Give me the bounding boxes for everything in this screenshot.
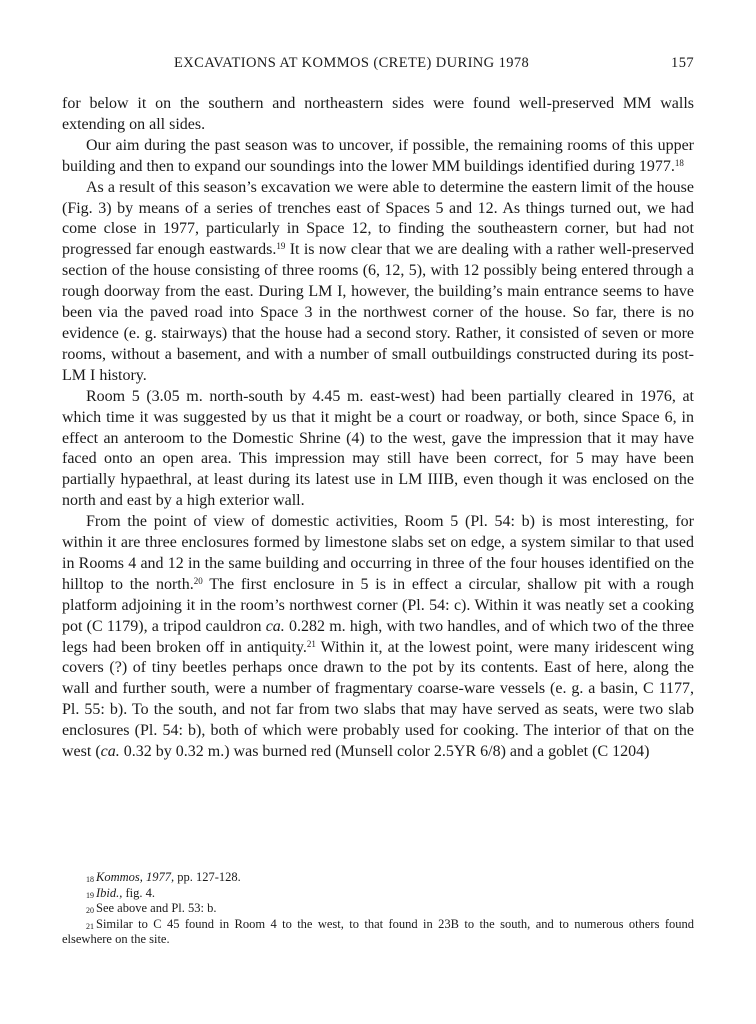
running-title: EXCAVATIONS AT KOMMOS (CRETE) DURING 1978	[174, 55, 530, 71]
footnote-19: $^{19}$ Ibid., fig. 4.	[86, 885, 156, 900]
footnote-18: $^{18}$ Kommos, 1977, pp. 127-128.	[86, 870, 241, 884]
footnote-ref-19[interactable]: 19	[276, 241, 286, 252]
paragraph-2: Our aim during the past season was to uncover, if possible, the remaining rooms of this upper building and then to expand our soundings into the lower MM buildings identified during 1977.18	[62, 136, 694, 175]
footnote-ref-21[interactable]: 21	[306, 638, 316, 649]
footnote-ref-20[interactable]: 20	[193, 575, 203, 586]
paragraph-5: From the point of view of domestic activities, Room 5 (Pl. 54: b) is most interesting, for within it are three enclosures formed by limestone slabs set on edge, a system similar to that used in Rooms 4 and 12 in the same building and occurring in three of the four houses identified on the hilltop to the north.$^{20}$ The first enclosure in 5 is in effect a circular, shallow pit with a rough platform adjoining it in the room’s northwest corner (Pl. 54: c). Within it was neatly set a cooking pot (C 1179), a tripod cauldron ca. 0.282 m. high, with two handles, and of which two of the three legs had been broken off in antiquity.$^{21}$ Within it, at the lowest point, were many iridescent wing covers (?) of tiny beetles perhaps once drawn to the pot by its contents. East of here, along the wall and further south, were a number of fragmentary coarse-ware vessels (e. g. a basin, C 1177, Pl. 55: b). To the south, and not far from two slabs that may have served as seats, were two slab enclosures (Pl. 54: b), both of which were probably used for cooking. The interior of that on the west (ca. 0.32 by 0.32 m.) was burned red (Munsell color 2.5YR 6/8) and a goblet (C 1204)	[62, 513, 695, 761]
footnote-20: $^{20}$ See above and Pl. 53: b.	[86, 901, 217, 915]
paragraph-3: As a result of this season’s excavation we were able to determine the eastern limit of the house (Fig. 3) by means of a series of trenches east of Spaces 5 and 12. As things turned out, we had come close in 1977, particularly in Space 12, to finding the southeastern corner, but had not progressed far enough eastwards.$^{19}$ It is now clear that we are dealing with a rather well-preserved section of the house consisting of three rooms (6, 12, 5), with 12 possibly being entered through a rough doorway from the east. During LM I, however, the building’s main entrance seems to have been via the paved road into Space 3 in the northwest corner of the house. So far, there is no evidence (e. g. stairways) that the house had a second story. Rather, it consisted of seven or more rooms, without a basement, and with a number of small outbuildings constructed during its post-LM I history.	[62, 178, 694, 384]
footnote-ref-18[interactable]: 18	[674, 157, 684, 168]
page-number: 157	[671, 55, 694, 71]
paragraph-4: Room 5 (3.05 m. north-south by 4.45 m. east-west) had been partially cleared in 1976, at which time it was suggested by us that it might be a court or roadway, or both, since Space 6, in effect an anteroom to the Domestic Shrine (4) to the west, gave the impression that it may have faced onto an open area. This impression may still have been correct, for 5 may have been partially hypaethral, at least during its latest use in LM IIIB, even though it was enclosed on the north and east by a high exterior wall.	[62, 387, 694, 510]
footnote-21: $^{21}$ Similar to C 45 found in Room 4 to the west, to that found in 23B to the south, and to numerous others found elsewhere on the site.	[62, 916, 694, 946]
main-text	[62, 94, 694, 763]
footnotes	[62, 870, 694, 948]
paragraph-1: for below it on the southern and northeastern sides were found well-preserved MM walls extending on all sides.	[62, 95, 694, 133]
